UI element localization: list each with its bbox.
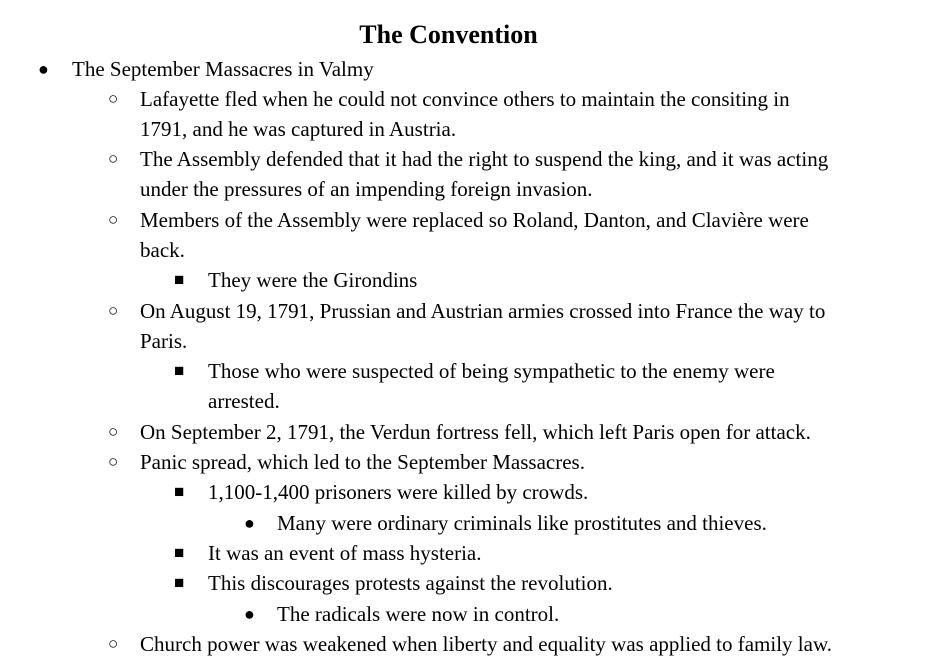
list-item-text: 1,100-1,400 prisoners were killed by crowds. xyxy=(208,480,589,504)
list-item-text: The September Massacres in Valmy xyxy=(72,57,374,81)
list-item-text: under the pressures of an impending foreign invasion. xyxy=(140,177,593,201)
list-item-text: 1791, and he was captured in Austria. xyxy=(140,117,457,141)
square-bullet-icon: ■ xyxy=(174,270,185,289)
hollow-bullet-icon: ○ xyxy=(108,210,119,229)
list-item-text: Those who were suspected of being sympathetic to the enemy were xyxy=(208,359,775,383)
list-item-text: They were the Girondins xyxy=(208,268,418,292)
square-bullet-icon: ■ xyxy=(174,361,185,380)
list-item-text: Members of the Assembly were replaced so Roland, Danton, and Clavière were xyxy=(140,208,809,232)
hollow-bullet-icon: ○ xyxy=(108,422,119,441)
filled-bullet-icon: ● xyxy=(244,604,255,624)
hollow-bullet-icon: ○ xyxy=(108,634,119,653)
hollow-bullet-icon: ○ xyxy=(108,301,119,320)
list-item-text: Paris. xyxy=(140,329,188,353)
hollow-bullet-icon: ○ xyxy=(108,149,119,168)
filled-bullet-icon: ● xyxy=(244,513,255,533)
document-title: The Convention xyxy=(359,20,538,49)
square-bullet-icon: ■ xyxy=(174,573,185,592)
list-item-text: Church power was weakened when liberty and equality was applied to family law. xyxy=(140,632,833,656)
list-item-text: Lafayette fled when he could not convince others to maintain the consiting in xyxy=(140,87,790,111)
square-bullet-icon: ■ xyxy=(174,543,185,562)
list-item-text: On August 19, 1791, Prussian and Austrian armies crossed into France the way to xyxy=(140,299,826,323)
list-item-text: It was an event of mass hysteria. xyxy=(208,541,482,565)
list-item-text: arrested. xyxy=(208,389,280,413)
hollow-bullet-icon: ○ xyxy=(108,452,119,471)
list-item-text: Many were ordinary criminals like prostitutes and thieves. xyxy=(277,511,767,535)
list-item-text: Panic spread, which led to the September Massacres. xyxy=(140,450,585,474)
list-item-text: This discourages protests against the revolution. xyxy=(208,571,613,595)
list-item-text: The radicals were now in control. xyxy=(277,602,560,626)
list-item-text: back. xyxy=(140,238,185,262)
list-item-text: On September 2, 1791, the Verdun fortress fell, which left Paris open for attack. xyxy=(140,420,811,444)
filled-bullet-icon: ● xyxy=(38,59,49,79)
list-item-text: The Assembly defended that it had the right to suspend the king, and it was acting xyxy=(140,147,829,171)
square-bullet-icon: ■ xyxy=(174,482,185,501)
hollow-bullet-icon: ○ xyxy=(108,89,119,108)
